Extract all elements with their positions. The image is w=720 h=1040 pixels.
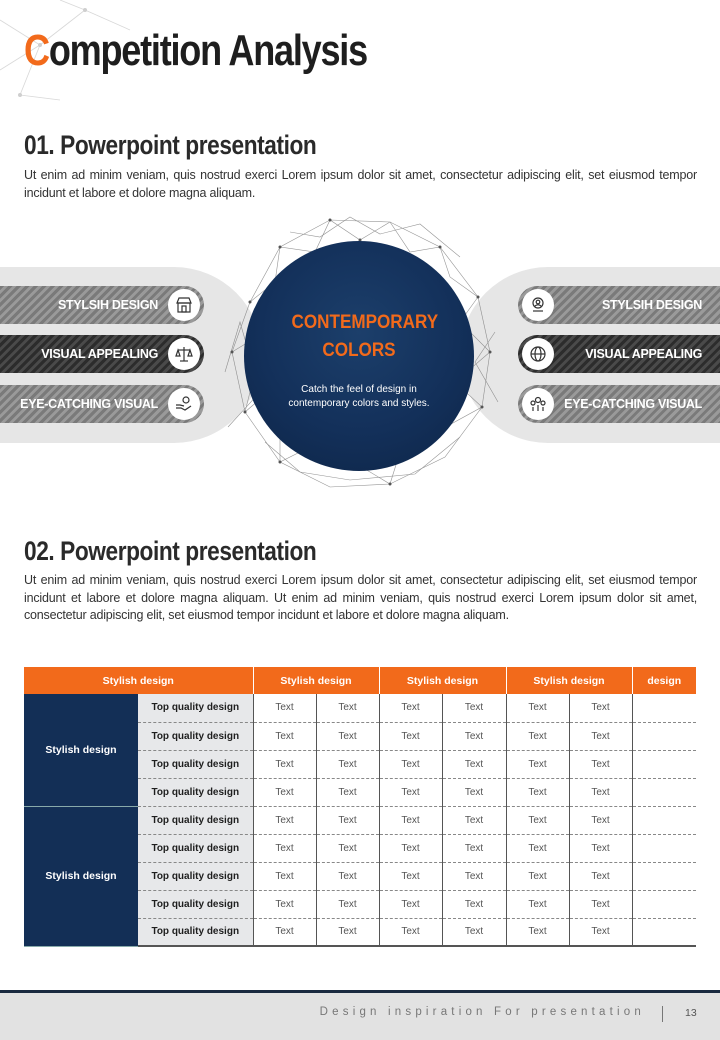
table-cell: Text	[316, 722, 379, 750]
table-cell: Text	[379, 778, 442, 806]
table-cell: Text	[569, 750, 632, 778]
table-cell: Text	[379, 722, 442, 750]
store-icon	[168, 289, 200, 321]
table-cell: Text	[253, 722, 316, 750]
table-cell: Text	[379, 806, 442, 834]
table-cell: Text	[569, 722, 632, 750]
table-cell: Text	[506, 806, 569, 834]
table-cell: Text	[506, 722, 569, 750]
table-cell: Text	[569, 694, 632, 722]
table-cell: Text	[379, 918, 442, 946]
table-cell: Text	[316, 806, 379, 834]
right-item-stylish-design: STYLSIH DESIGN	[518, 286, 720, 324]
table-cell: Text	[316, 834, 379, 862]
left-item-stylish-design: STYLSIH DESIGN	[0, 286, 204, 324]
table-header-row	[24, 667, 696, 694]
table-cell: Text	[316, 890, 379, 918]
table-cell: Text	[569, 918, 632, 946]
table-header: Stylish design	[379, 667, 506, 694]
right-item-visual-appealing: VISUAL APPEALING	[518, 335, 720, 373]
table-cell	[632, 862, 696, 890]
center-subtitle: Catch the feel of design in contemporary colors and styles.	[288, 384, 430, 409]
table-cell: Text	[442, 722, 506, 750]
scales-icon	[168, 338, 200, 370]
table-cell	[632, 890, 696, 918]
globe-icon	[522, 338, 554, 370]
table-cell: Text	[442, 890, 506, 918]
table-cell	[632, 750, 696, 778]
table-cell: Text	[442, 834, 506, 862]
table-cell: Text	[506, 890, 569, 918]
table-cell: Text	[253, 806, 316, 834]
table-cell: Text	[316, 750, 379, 778]
table-cell: Text	[569, 890, 632, 918]
table-header: Stylish design	[506, 667, 632, 694]
table-header: Stylish design	[253, 667, 379, 694]
right-item-eye-catching-visual: EYE-CATCHING VISUAL	[518, 385, 720, 423]
row-label: Top quality design	[138, 778, 253, 806]
table-cell: Text	[442, 806, 506, 834]
left-item-eye-catching-visual: EYE-CATCHING VISUAL	[0, 385, 204, 423]
table-cell: Text	[379, 750, 442, 778]
person-badge-icon	[522, 289, 554, 321]
table-header: Stylish design	[24, 667, 253, 694]
row-label: Top quality design	[138, 750, 253, 778]
table-cell: Text	[569, 806, 632, 834]
table-row	[24, 694, 696, 722]
center-title: CONTEMPORARY COLORS	[291, 312, 439, 361]
table-cell: Text	[316, 918, 379, 946]
row-group-label: Stylish design	[24, 694, 138, 806]
section2-body: Ut enim ad minim veniam, quis nostrud exerci Lorem ipsum dolor sit amet, consectetur adipiscing elit, set eiusmod tempor incidunt et labore et dolore magna aliquam. Ut enim ad minim veniam, quis nostrud exerci Lorem ipsum dolor sit amet, consectetur adipiscing elit, set eiusmod tempor incidunt et labore et dolore magna aliquam.	[24, 573, 697, 622]
table-cell	[632, 694, 696, 722]
table-cell: Text	[569, 778, 632, 806]
table-cell: Text	[506, 862, 569, 890]
table-cell: Text	[253, 890, 316, 918]
table-cell: Text	[569, 834, 632, 862]
row-group-label: Stylish design	[24, 806, 138, 946]
row-label: Top quality design	[138, 694, 253, 722]
row-label: Top quality design	[138, 862, 253, 890]
table-cell: Text	[379, 694, 442, 722]
footer-separator	[662, 1006, 663, 1022]
page-title: Competition Analysis	[24, 26, 367, 75]
table-cell: Text	[506, 834, 569, 862]
table-cell: Text	[253, 834, 316, 862]
table-cell: Text	[506, 694, 569, 722]
table-cell: Text	[442, 694, 506, 722]
table-cell	[632, 918, 696, 946]
footer	[0, 993, 720, 1040]
table-cell: Text	[442, 862, 506, 890]
row-label: Top quality design	[138, 834, 253, 862]
table-cell	[632, 834, 696, 862]
section2-heading: 02. Powerpoint presentation	[24, 536, 317, 566]
row-label: Top quality design	[138, 806, 253, 834]
table-cell: Text	[506, 750, 569, 778]
left-item-visual-appealing: VISUAL APPEALING	[0, 335, 204, 373]
table-cell	[632, 806, 696, 834]
table-cell: Text	[253, 862, 316, 890]
table-cell: Text	[442, 778, 506, 806]
table-cell: Text	[316, 778, 379, 806]
section1-heading: 01. Powerpoint presentation	[24, 130, 317, 160]
row-label: Top quality design	[138, 722, 253, 750]
table-cell: Text	[379, 862, 442, 890]
table-cell: Text	[442, 750, 506, 778]
center-circle	[244, 241, 474, 471]
team-icon	[522, 388, 554, 420]
table-cell: Text	[379, 890, 442, 918]
table-cell	[632, 778, 696, 806]
table-row	[24, 806, 696, 834]
table-header: design	[632, 667, 696, 694]
table-cell: Text	[253, 918, 316, 946]
table-cell: Text	[316, 862, 379, 890]
table-cell: Text	[506, 778, 569, 806]
hand-coin-icon	[168, 388, 200, 420]
row-label: Top quality design	[138, 918, 253, 946]
table-cell: Text	[316, 694, 379, 722]
table-cell	[632, 722, 696, 750]
table-cell: Text	[442, 918, 506, 946]
row-label: Top quality design	[138, 890, 253, 918]
footer-text: Design inspiration For presentation	[319, 1006, 645, 1018]
page-number: 13	[685, 1007, 697, 1019]
table-cell: Text	[506, 918, 569, 946]
table-cell: Text	[569, 862, 632, 890]
comparison-table	[24, 667, 696, 947]
table-cell: Text	[253, 694, 316, 722]
table-cell: Text	[379, 834, 442, 862]
section1-body: Ut enim ad minim veniam, quis nostrud exerci Lorem ipsum dolor sit amet, consectetur adipiscing elit, set eiusmod tempor incidunt et labore et dolore magna aliquam.	[24, 168, 697, 200]
table-cell: Text	[253, 778, 316, 806]
table-cell: Text	[253, 750, 316, 778]
